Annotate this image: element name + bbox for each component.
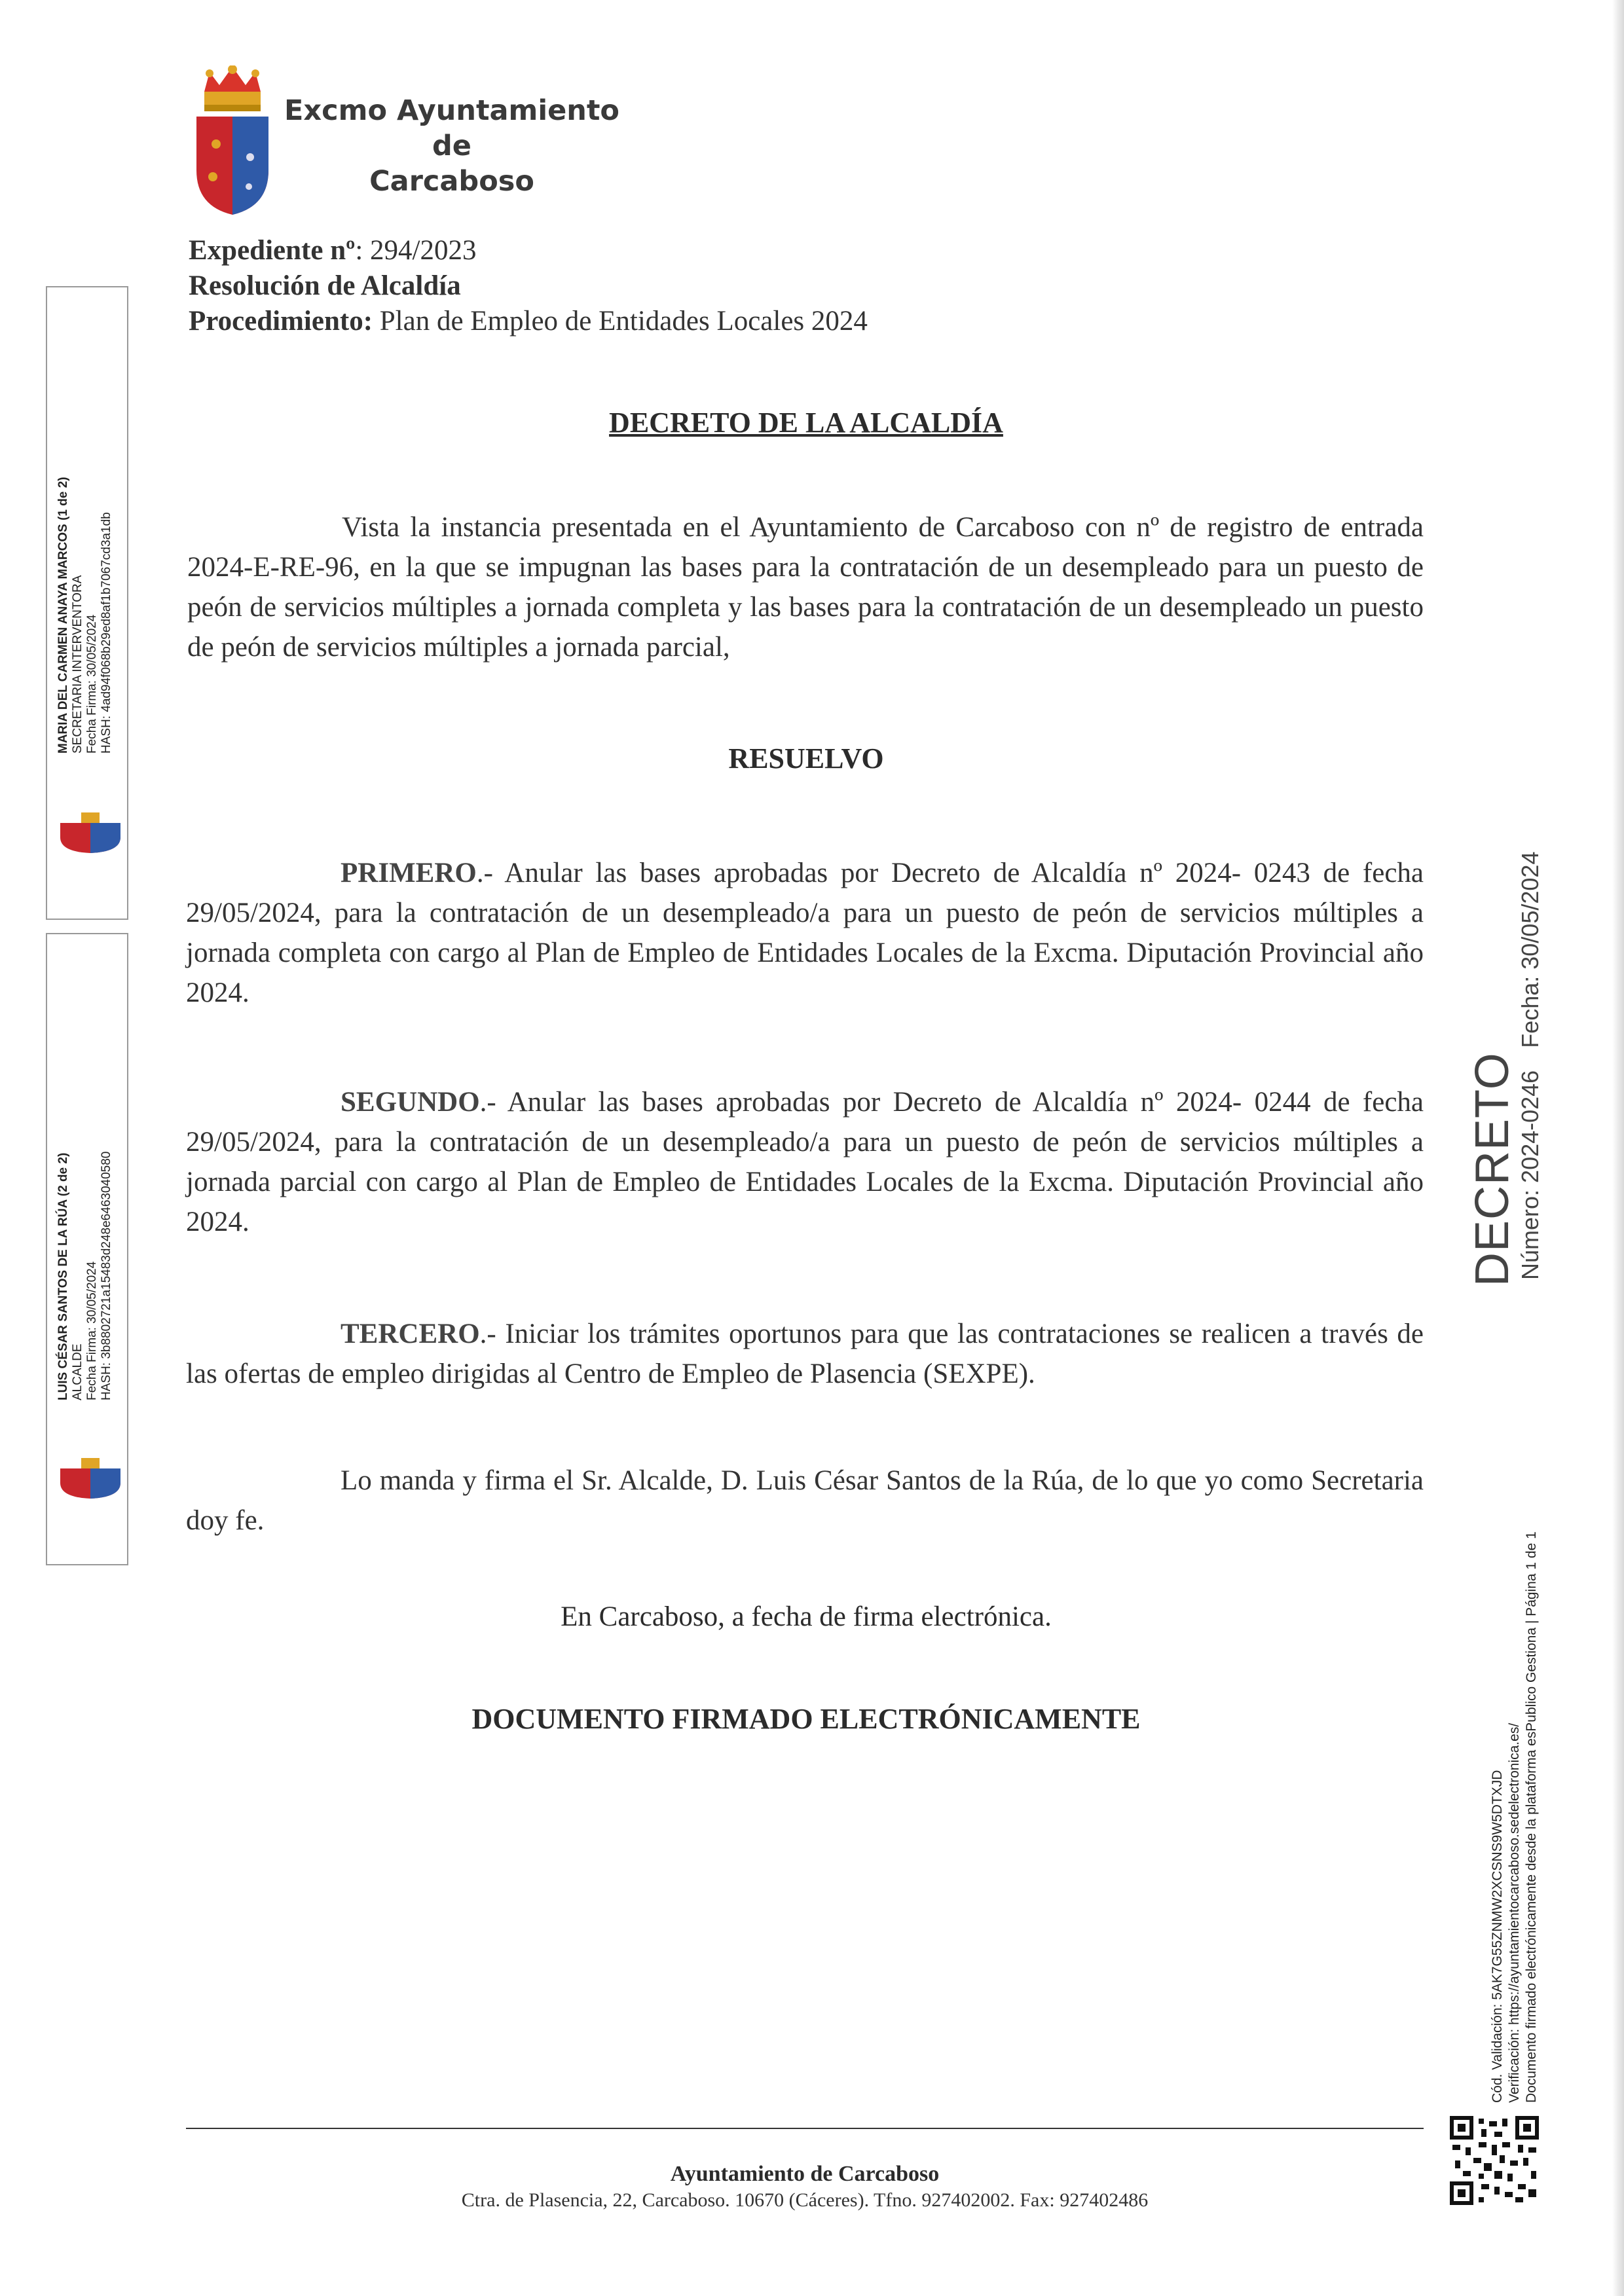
item-segundo-text: .- Anular las bases aprobadas por Decreto de Alcaldía nº 2024- 0244 de fecha 29/05/2024, para la contratación de un desempleado/a para un puesto de peón de servicios múltiples a jornada parcial con cargo al Plan de Empleo de Entidades Locales de la Excma. Diputación Provincial año 2024. [186,1087,1424,1237]
decree-date: Fecha: 30/05/2024 [1517,851,1543,1048]
resolucion-label: Resolución de Alcaldía [189,270,461,301]
item-primero [186,853,1424,1013]
resuelvo-heading: RESUELVO [728,742,884,774]
document-meta [189,233,1433,339]
decree-details [1517,822,1544,1280]
signer-1-name: MARIA DEL CARMEN ANAYA MARCOS (1 de 2) [56,477,70,754]
item-tercero-text: .- Iniciar los trámites oportunos para que las contrataciones se realicen a través de las ofertas de empleo dirigidas al Centro de Empleo de Plasencia (SEXPE). [186,1319,1424,1389]
signer-1-date: Fecha Firma: 30/05/2024 [85,614,99,754]
decree-label: DECRETO [1466,1052,1519,1286]
item-primero-label: PRIMERO [341,858,477,888]
item-segundo-label: SEGUNDO [341,1087,480,1118]
item-primero-text: .- Anular las bases aprobadas por Decreto de Alcaldía nº 2024- 0243 de fecha 29/05/2024, para la contratación de un desempleado/a para un puesto de peón de servicios múltiples a jornada completa con cargo al Plan de Empleo de Entidades Locales de la Excma. Diputación Provincial año 2024. [186,858,1424,1008]
signer-1-hash: HASH: 4ad94f068b29ed8af1b7067cd3a1db [100,512,113,754]
footer-org-name: Ayuntamiento de Carcaboso [670,2162,940,2186]
expediente-value: : 294/2023 [355,235,477,266]
signature-stamp-1 [46,286,128,920]
crest-icon [58,1457,123,1499]
document-title: DECRETO DE LA ALCALDÍA [609,407,1003,439]
signer-2-hash: HASH: 3b8802721a15483d248e6463040580 [100,1151,113,1400]
org-name-line3: Carcaboso [369,165,534,198]
crest-icon [58,811,123,853]
coat-of-arms-logo [190,65,275,216]
item-tercero [186,1314,1424,1394]
signer-2-role: ALCALDE [71,1343,84,1400]
org-name-line1: Excmo Ayuntamiento [284,94,619,127]
verification-note: Documento firmado electrónicamente desde la plataforma esPublico Gestiona | Página 1 de 1 [1524,1531,1539,2103]
procedimiento-value: Plan de Empleo de Entidades Locales 2024 [373,306,868,337]
signer-2-name: LUIS CÉSAR SANTOS DE LA RÚA (2 de 2) [56,1152,70,1400]
decree-number: Número: 2024-0246 [1517,1070,1543,1280]
org-name-line2: de [432,130,471,162]
org-name [282,93,622,199]
footer-rule [186,2128,1424,2129]
footer-address: Ctra. de Plasencia, 22, Carcaboso. 10670 (Cáceres). Tfno. 927402002. Fax: 927402486 [461,2189,1149,2211]
verification-url: Verificación: https://ayuntamientocarcaboso.sedelectronica.es/ [1507,1722,1522,2103]
signed-notice: DOCUMENTO FIRMADO ELECTRÓNICAMENTE [471,1703,1141,1735]
intro-paragraph: Vista la instancia presentada en el Ayuntamiento de Carcaboso con nº de registro de entrada 2024-E-RE-96, en la que se impugnan las bases para la contratación de un desempleado para un puesto de peón de servicios múltiples a jornada completa y las bases para la contratación de un desempleado un puesto de peón de servicios múltiples a jornada parcial, [187,512,1424,663]
qr-code-icon [1450,2116,1539,2205]
procedimiento-label: Procedimiento: [189,306,373,337]
expediente-label: Expediente nº [189,235,356,266]
item-segundo [186,1082,1424,1242]
signature-stamp-2 [46,933,128,1565]
item-tercero-label: TERCERO [341,1319,480,1349]
signer-2-date: Fecha Firma: 30/05/2024 [85,1261,99,1400]
closing-paragraph: Lo manda y firma el Sr. Alcalde, D. Luis César Santos de la Rúa, de lo que yo como Secretaria doy fe. [186,1465,1424,1536]
verification-block [1489,1415,1540,2103]
decree-stamp [1466,828,1519,1286]
verification-code: Cód. Validación: 5AK7G55ZNMW2XCSNS9W5DTXJD [1490,1770,1505,2103]
signer-1-role: SECRETARIA INTERVENTORA [71,575,84,754]
place-date: En Carcaboso, a fecha de firma electrónica. [561,1601,1052,1632]
scan-edge [1612,0,1624,2296]
